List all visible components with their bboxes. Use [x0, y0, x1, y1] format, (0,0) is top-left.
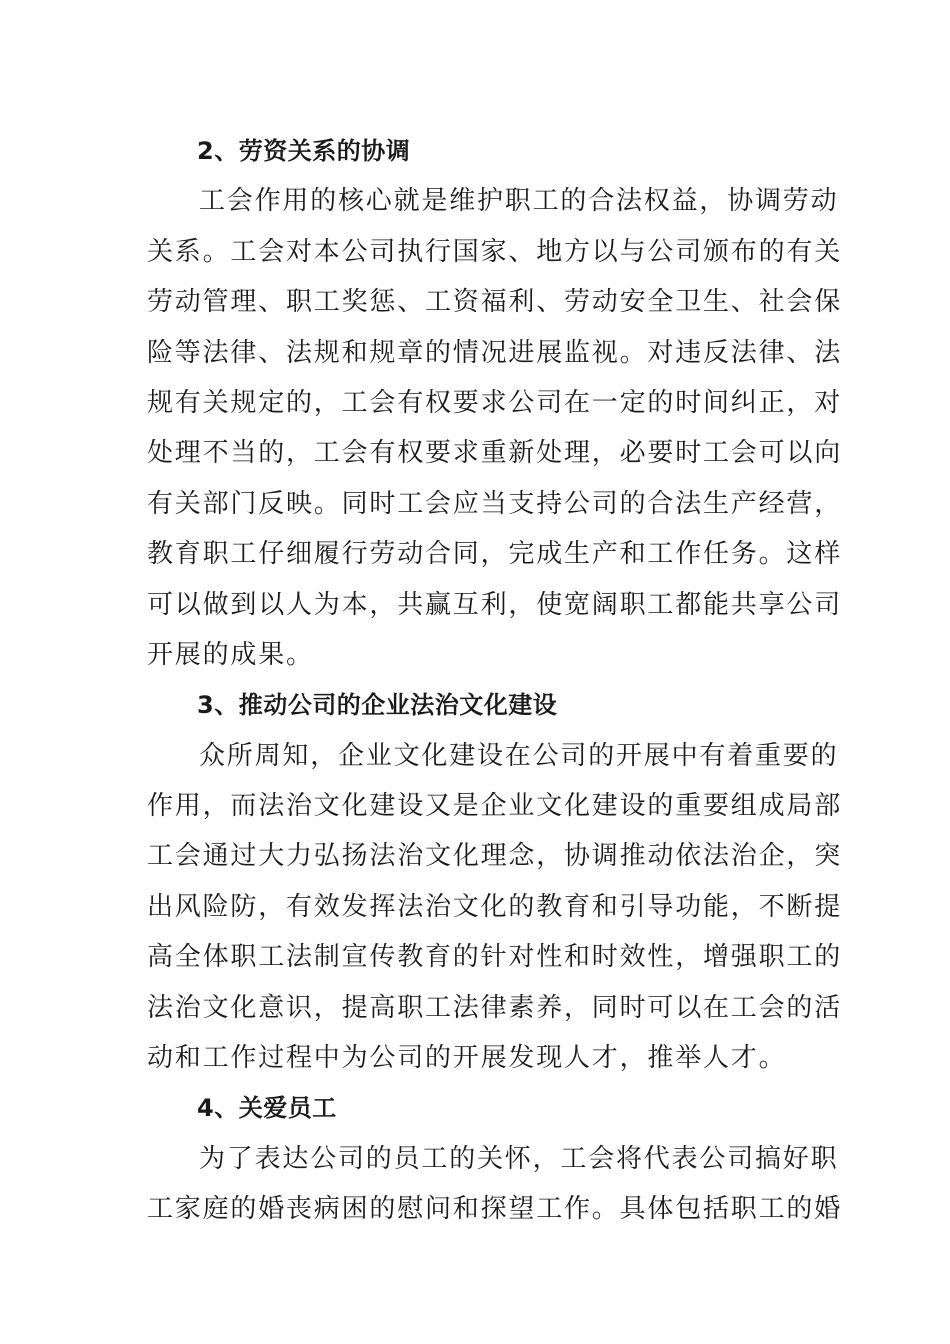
paragraph-line: 高全体职工法制宣传教育的针对性和时效性，增强职工的 [147, 942, 843, 973]
paragraph-line: 有关部门反映。同时工会应当支持公司的合法生产经营， [147, 488, 843, 519]
paragraph-line: 动和工作过程中为公司的开展发现人才，推举人才。 [147, 1043, 787, 1074]
paragraph-line: 众所周知，企业文化建设在公司的开展中有着重要的 [199, 740, 839, 771]
paragraph-line: 关系。工会对本公司执行国家、地方以与公司颁布的有关 [147, 236, 843, 267]
paragraph-line: 劳动管理、职工奖惩、工资福利、劳动安全卫生、社会保 [147, 287, 843, 318]
section-heading-care-employees: 4、关爱员工 [197, 1094, 337, 1123]
paragraph-line: 工会通过大力弘扬法治文化理念，协调推动依法治企，突 [147, 841, 843, 872]
paragraph-line: 教育职工仔细履行劳动合同，完成生产和工作任务。这样 [147, 539, 843, 570]
section-heading-labor-relations: 2、劳资关系的协调 [197, 137, 411, 165]
paragraph-line: 险等法律、法规和规章的情况进展监视。对违反法律、法 [147, 337, 843, 368]
paragraph-line: 可以做到以人为本，共赢互利，使宽阔职工都能共享公司 [147, 589, 843, 620]
paragraph-line: 处理不当的，工会有权要求重新处理，必要时工会可以向 [147, 438, 843, 469]
paragraph-line: 为了表达公司的员工的关怀，工会将代表公司搞好职 [199, 1143, 839, 1174]
paragraph-line: 法治文化意识，提高职工法律素养，同时可以在工会的活 [147, 992, 843, 1023]
paragraph-line: 工会作用的核心就是维护职工的合法权益，协调劳动 [199, 186, 839, 217]
section-heading-legal-culture: 3、推动公司的企业法治文化建设 [197, 691, 558, 720]
paragraph-line: 出风险防，有效发挥法治文化的教育和引导功能，不断提 [147, 891, 843, 922]
paragraph-line: 开展的成果。 [147, 639, 314, 670]
paragraph-line: 规有关规定的，工会有权要求公司在一定的时间纠正，对 [147, 387, 843, 418]
paragraph-line: 工家庭的婚丧病困的慰问和探望工作。具体包括职工的婚 [147, 1194, 843, 1225]
paragraph-line: 作用，而法治文化建设又是企业文化建设的重要组成局部 [147, 791, 843, 822]
document-body [147, 126, 843, 1235]
